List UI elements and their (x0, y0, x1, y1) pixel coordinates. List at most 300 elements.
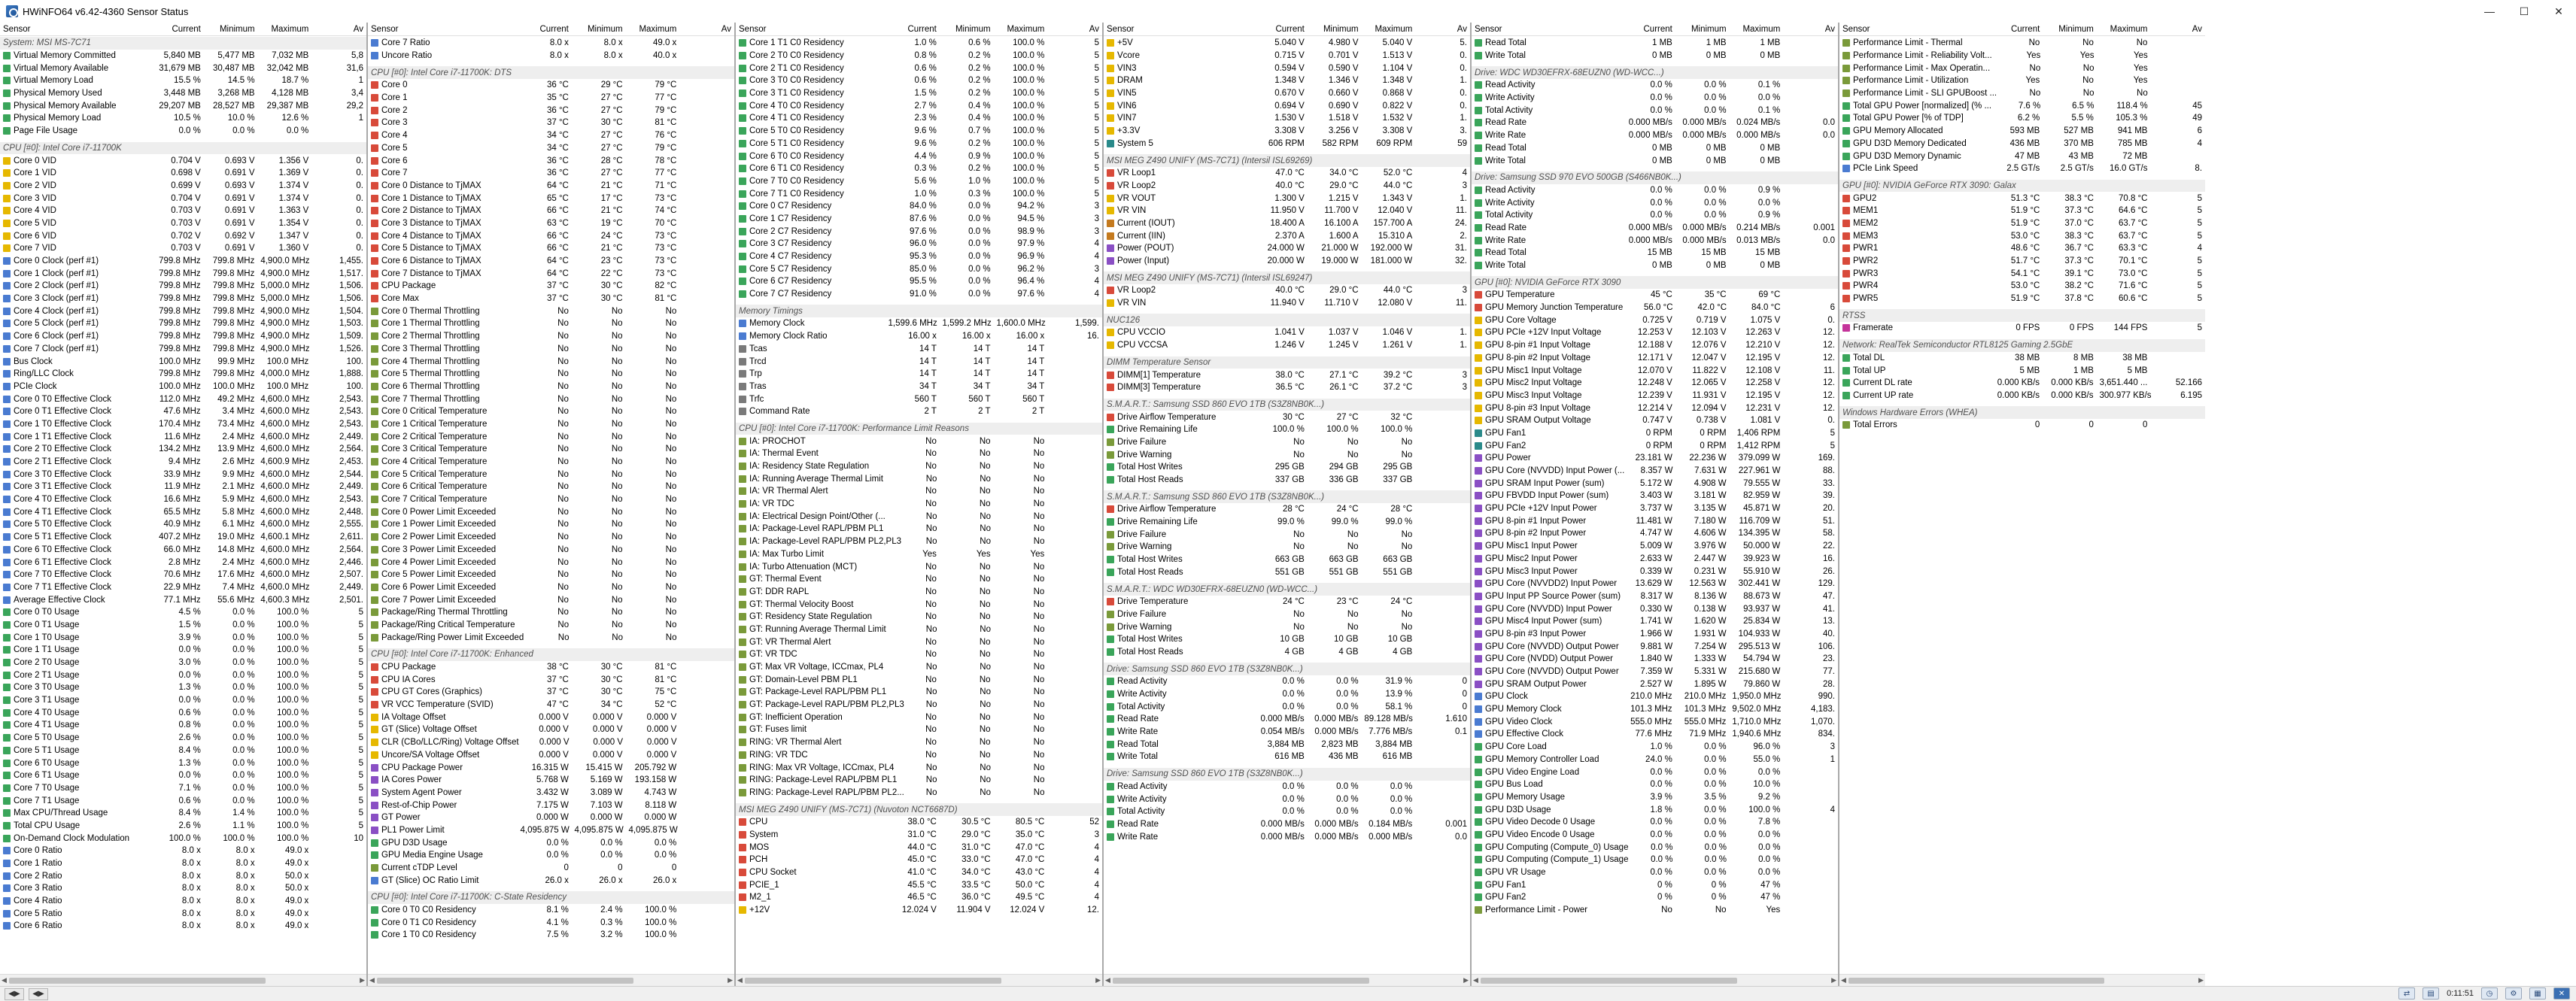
column-header-sensor[interactable]: Sensor (371, 24, 399, 34)
sensor-row[interactable] (1472, 302, 1838, 314)
sensor-row[interactable] (368, 862, 734, 875)
sensor-row[interactable] (1839, 37, 2205, 50)
sensor-row[interactable] (1839, 267, 2205, 280)
sensor-row[interactable] (1472, 196, 1838, 209)
sensor-row[interactable] (1472, 628, 1838, 641)
sensor-row[interactable] (1839, 192, 2205, 205)
sensor-group-header[interactable] (1104, 154, 1470, 167)
sensor-group-header[interactable] (368, 66, 734, 79)
sensor-row[interactable] (1104, 751, 1470, 763)
sensor-row[interactable] (1839, 74, 2205, 87)
sensor-row[interactable] (368, 874, 734, 887)
sensor-row[interactable] (1104, 818, 1470, 831)
sensor-row[interactable] (1472, 129, 1838, 142)
sensor-row[interactable] (1839, 112, 2205, 125)
sensor-row[interactable] (0, 192, 366, 205)
sensor-row[interactable] (1104, 339, 1470, 352)
sensor-row[interactable] (1839, 352, 2205, 365)
sensor-row[interactable] (0, 669, 366, 681)
sensor-row[interactable] (0, 782, 366, 795)
sensor-row[interactable] (368, 631, 734, 644)
sensor-row[interactable] (368, 787, 734, 799)
sensor-group-header[interactable] (1472, 171, 1838, 184)
sensor-row[interactable] (368, 192, 734, 205)
sensor-row[interactable] (0, 418, 366, 431)
sensor-row[interactable] (736, 200, 1102, 213)
scrollbar-thumb[interactable] (9, 978, 266, 984)
scroll-right-icon[interactable]: ▶ (2198, 976, 2204, 984)
sensor-row[interactable] (1472, 37, 1838, 50)
sensor-row[interactable] (736, 62, 1102, 74)
sensor-row[interactable] (0, 845, 366, 857)
sensor-row[interactable] (1839, 377, 2205, 390)
sensor-row[interactable] (1472, 490, 1838, 502)
sensor-row[interactable] (368, 229, 734, 242)
sensor-row[interactable] (0, 857, 366, 870)
sensor-row[interactable] (368, 117, 734, 129)
scrollbar-thumb[interactable] (1481, 978, 1737, 984)
sensor-row[interactable] (0, 593, 366, 606)
sensor-row[interactable] (1104, 726, 1470, 739)
sensor-row[interactable] (1104, 554, 1470, 566)
settings-icon[interactable]: ⚙ (2505, 987, 2522, 999)
sensor-group-header[interactable] (736, 305, 1102, 317)
sensor-row[interactable] (368, 92, 734, 105)
sensor-row[interactable] (736, 288, 1102, 301)
sensor-row[interactable] (0, 430, 366, 443)
sensor-row[interactable] (736, 548, 1102, 561)
sensor-row[interactable] (736, 761, 1102, 774)
sensor-row[interactable] (736, 598, 1102, 611)
sensor-row[interactable] (1472, 816, 1838, 829)
sensor-row[interactable] (1472, 326, 1838, 339)
sensor-row[interactable] (1472, 79, 1838, 92)
sensor-row[interactable] (1472, 703, 1838, 716)
sensor-row[interactable] (1104, 528, 1470, 541)
scrollbar-thumb[interactable] (1113, 978, 1369, 984)
sensor-group-header[interactable] (1472, 276, 1838, 289)
sensor-group-header[interactable] (1839, 339, 2205, 352)
sensor-row[interactable] (368, 518, 734, 531)
sensor-row[interactable] (736, 635, 1102, 648)
sensor-group-header[interactable] (736, 803, 1102, 816)
sensor-row[interactable] (368, 581, 734, 594)
sensor-row[interactable] (0, 87, 366, 100)
sensor-row[interactable] (0, 456, 366, 469)
sensor-row[interactable] (1104, 633, 1470, 646)
column-header-average[interactable]: Av (721, 24, 731, 34)
sensor-row[interactable] (1472, 741, 1838, 754)
sensor-row[interactable] (736, 330, 1102, 343)
sensor-row[interactable] (0, 125, 366, 138)
sensor-row[interactable] (368, 661, 734, 674)
sensor-row[interactable] (1104, 192, 1470, 205)
sensor-row[interactable] (1104, 646, 1470, 659)
sensor-row[interactable] (368, 79, 734, 92)
sensor-row[interactable] (0, 694, 366, 707)
sensor-row[interactable] (1104, 596, 1470, 608)
column-header-average[interactable]: Av (353, 24, 363, 34)
sensor-row[interactable] (736, 829, 1102, 842)
sensor-row[interactable] (1472, 640, 1838, 653)
sensor-row[interactable] (0, 518, 366, 531)
sensor-row[interactable] (736, 175, 1102, 188)
sensor-row[interactable] (1839, 293, 2205, 305)
sensor-row[interactable] (0, 405, 366, 418)
sensor-row[interactable] (368, 154, 734, 167)
sensor-row[interactable] (368, 481, 734, 493)
sensor-row[interactable] (1104, 503, 1470, 516)
column-header-average[interactable]: Av (1089, 24, 1099, 34)
sensor-row[interactable] (368, 267, 734, 280)
column-header-sensor[interactable]: Sensor (3, 24, 31, 34)
column-header-current[interactable]: Current (1275, 24, 1305, 34)
sensor-row[interactable] (736, 225, 1102, 238)
sensor-row[interactable] (1472, 209, 1838, 222)
sensor-group-header[interactable] (1104, 356, 1470, 369)
column-header-maximum[interactable]: Maximum (1742, 24, 1781, 34)
column-header-sensor[interactable]: Sensor (1475, 24, 1502, 34)
sensor-row[interactable] (368, 37, 734, 50)
sensor-row[interactable] (1104, 436, 1470, 449)
sensor-row[interactable] (1104, 255, 1470, 268)
column-header-current[interactable]: Current (1643, 24, 1672, 34)
sensor-row[interactable] (736, 673, 1102, 686)
sensor-row[interactable] (368, 836, 734, 849)
sensor-row[interactable] (1472, 841, 1838, 854)
sensor-row[interactable] (736, 623, 1102, 636)
sensor-row[interactable] (1472, 690, 1838, 703)
sensor-row[interactable] (0, 544, 366, 557)
scroll-left-icon[interactable]: ◀ (369, 976, 375, 984)
sensor-row[interactable] (1472, 390, 1838, 402)
sensor-row[interactable] (368, 711, 734, 723)
sensor-row[interactable] (368, 904, 734, 917)
sensor-row[interactable] (1472, 104, 1838, 117)
sensor-row[interactable] (1839, 229, 2205, 242)
sensor-group-header[interactable] (1104, 663, 1470, 675)
sensor-row[interactable] (0, 343, 366, 356)
sensor-row[interactable] (368, 217, 734, 230)
sensor-row[interactable] (736, 878, 1102, 891)
sensor-row[interactable] (1472, 602, 1838, 615)
network-icon[interactable]: ⇄ (2398, 987, 2415, 999)
sensor-row[interactable] (1839, 322, 2205, 335)
sensor-row[interactable] (0, 869, 366, 882)
scrollbar-thumb[interactable] (745, 978, 1001, 984)
sensor-row[interactable] (1472, 184, 1838, 197)
sensor-row[interactable] (0, 732, 366, 745)
sensor-row[interactable] (368, 699, 734, 711)
sensor-row[interactable] (1839, 205, 2205, 217)
sensor-row[interactable] (1472, 477, 1838, 490)
sensor-row[interactable] (1104, 180, 1470, 193)
sensor-row[interactable] (1472, 678, 1838, 690)
scroll-right-icon[interactable]: ▶ (360, 976, 365, 984)
sensor-row[interactable] (1472, 234, 1838, 247)
sensor-row[interactable] (0, 368, 366, 381)
sensor-row[interactable] (368, 569, 734, 581)
sensor-group-header[interactable] (1104, 399, 1470, 411)
scroll-left-icon[interactable]: ◀ (1473, 976, 1478, 984)
sensor-row[interactable] (0, 330, 366, 343)
sensor-row[interactable] (0, 882, 366, 895)
sensor-row[interactable] (1839, 255, 2205, 268)
sensor-row[interactable] (368, 556, 734, 569)
sensor-row[interactable] (736, 611, 1102, 623)
sensor-row[interactable] (0, 154, 366, 167)
sensor-row[interactable] (368, 811, 734, 824)
sensor-row[interactable] (736, 50, 1102, 62)
sensor-row[interactable] (368, 749, 734, 762)
sensor-row[interactable] (1839, 50, 2205, 62)
sensor-row[interactable] (1104, 229, 1470, 242)
sensor-row[interactable] (1472, 117, 1838, 129)
sensor-row[interactable] (0, 255, 366, 268)
sensor-row[interactable] (736, 711, 1102, 723)
sensor-row[interactable] (0, 205, 366, 217)
sensor-row[interactable] (368, 104, 734, 117)
scroll-right-icon[interactable]: ▶ (728, 976, 733, 984)
sensor-row[interactable] (368, 606, 734, 619)
sensor-row[interactable] (1104, 461, 1470, 474)
sensor-row[interactable] (736, 138, 1102, 150)
sensor-row[interactable] (1104, 675, 1470, 688)
sensor-row[interactable] (736, 435, 1102, 447)
sensor-row[interactable] (0, 769, 366, 782)
sensor-row[interactable] (1839, 99, 2205, 112)
sensor-row[interactable] (1472, 653, 1838, 666)
sensor-group-header[interactable] (368, 648, 734, 661)
sensor-row[interactable] (736, 699, 1102, 711)
sensor-row[interactable] (1472, 715, 1838, 728)
scroll-right-icon[interactable]: ▶ (1463, 976, 1469, 984)
sensor-row[interactable] (0, 317, 366, 330)
sensor-row[interactable] (0, 242, 366, 255)
sensor-row[interactable] (1839, 162, 2205, 175)
sensor-row[interactable] (1104, 125, 1470, 138)
column-header-average[interactable]: Av (2192, 24, 2203, 34)
sensor-row[interactable] (736, 891, 1102, 904)
sensor-row[interactable] (736, 535, 1102, 548)
sensor-row[interactable] (1472, 778, 1838, 791)
sensor-row[interactable] (736, 460, 1102, 473)
sensor-group-header[interactable] (0, 142, 366, 155)
sensor-row[interactable] (0, 757, 366, 769)
sensor-row[interactable] (1472, 364, 1838, 377)
scroll-left-icon[interactable]: ◀ (2, 976, 7, 984)
sensor-row[interactable] (1472, 247, 1838, 259)
sensor-row[interactable] (0, 468, 366, 481)
sensor-row[interactable] (0, 493, 366, 506)
sensor-row[interactable] (1104, 793, 1470, 805)
sensor-row[interactable] (1472, 339, 1838, 352)
sensor-row[interactable] (1104, 713, 1470, 726)
sensor-row[interactable] (0, 920, 366, 933)
sensor-row[interactable] (1104, 62, 1470, 74)
sensor-row[interactable] (736, 586, 1102, 599)
close-button[interactable]: ✕ (2554, 5, 2563, 17)
sensor-row[interactable] (368, 774, 734, 787)
sensor-row[interactable] (736, 238, 1102, 250)
sensor-row[interactable] (736, 275, 1102, 288)
sensor-row[interactable] (368, 430, 734, 443)
sensor-row[interactable] (0, 820, 366, 833)
sensor-row[interactable] (1104, 205, 1470, 217)
sensor-row[interactable] (0, 112, 366, 125)
sensor-row[interactable] (1104, 99, 1470, 112)
sensor-row[interactable] (1472, 540, 1838, 553)
horizontal-scrollbar[interactable] (368, 974, 734, 986)
column-header-maximum[interactable]: Maximum (1007, 24, 1045, 34)
sensor-group-header[interactable] (1839, 309, 2205, 322)
sensor-row[interactable] (1839, 364, 2205, 377)
sensor-row[interactable] (1472, 866, 1838, 879)
scroll-left-icon[interactable]: ◀ (1105, 976, 1110, 984)
sensor-row[interactable] (0, 631, 366, 644)
sensor-row[interactable] (736, 87, 1102, 100)
sensor-row[interactable] (736, 648, 1102, 661)
scroll-left-icon[interactable]: ◀ (737, 976, 743, 984)
sensor-row[interactable] (1104, 608, 1470, 621)
scrollbar-thumb[interactable] (1848, 978, 2104, 984)
sensor-row[interactable] (1104, 167, 1470, 180)
sensor-row[interactable] (368, 167, 734, 180)
sensor-row[interactable] (0, 443, 366, 456)
scroll-left-icon[interactable]: ◀ (1841, 976, 1846, 984)
sensor-row[interactable] (736, 355, 1102, 368)
sensor-row[interactable] (1472, 854, 1838, 866)
column-header-maximum[interactable]: Maximum (639, 24, 677, 34)
sensor-row[interactable] (368, 242, 734, 255)
sensor-row[interactable] (1472, 803, 1838, 816)
sensor-row[interactable] (0, 74, 366, 87)
sensor-row[interactable] (1104, 297, 1470, 310)
sensor-row[interactable] (0, 907, 366, 920)
sensor-row[interactable] (1472, 452, 1838, 465)
sensor-row[interactable] (736, 774, 1102, 787)
sensor-row[interactable] (1104, 74, 1470, 87)
sensor-row[interactable] (0, 644, 366, 657)
sensor-group-header[interactable] (1104, 314, 1470, 326)
horizontal-scrollbar[interactable] (0, 974, 366, 986)
sensor-row[interactable] (368, 381, 734, 393)
sensor-row[interactable] (1104, 423, 1470, 436)
sensor-row[interactable] (1839, 419, 2205, 432)
sensor-row[interactable] (1104, 284, 1470, 297)
sensor-row[interactable] (736, 510, 1102, 523)
sensor-group-header[interactable] (0, 37, 366, 50)
sensor-row[interactable] (0, 619, 366, 632)
sensor-row[interactable] (1839, 280, 2205, 293)
sensor-row[interactable] (1472, 502, 1838, 515)
sensor-row[interactable] (0, 180, 366, 193)
column-header-average[interactable]: Av (1457, 24, 1467, 34)
sensor-row[interactable] (0, 681, 366, 694)
scroll-right-icon[interactable]: ▶ (1831, 976, 1836, 984)
sensor-row[interactable] (736, 393, 1102, 405)
sensor-row[interactable] (0, 505, 366, 518)
sensor-row[interactable] (736, 485, 1102, 498)
sensor-row[interactable] (1104, 805, 1470, 818)
sensor-row[interactable] (1472, 439, 1838, 452)
sensor-group-header[interactable] (1839, 180, 2205, 193)
sensor-row[interactable] (368, 405, 734, 418)
sensor-row[interactable] (0, 531, 366, 544)
sensor-row[interactable] (736, 125, 1102, 138)
sensor-row[interactable] (1104, 326, 1470, 339)
sensor-row[interactable] (736, 187, 1102, 200)
sensor-row[interactable] (368, 255, 734, 268)
sensor-group-header[interactable] (1104, 583, 1470, 596)
sensor-row[interactable] (0, 280, 366, 293)
sensor-row[interactable] (736, 854, 1102, 866)
sensor-row[interactable] (1472, 878, 1838, 891)
sensor-row[interactable] (1472, 50, 1838, 62)
sensor-row[interactable] (736, 112, 1102, 125)
sensor-group-header[interactable] (1104, 271, 1470, 284)
sensor-row[interactable] (1472, 565, 1838, 578)
sensor-row[interactable] (0, 393, 366, 405)
sensor-row[interactable] (1472, 427, 1838, 440)
sensor-row[interactable] (368, 355, 734, 368)
sensor-row[interactable] (736, 447, 1102, 460)
sensor-row[interactable] (736, 472, 1102, 485)
sensor-row[interactable] (1472, 259, 1838, 272)
sensor-row[interactable] (368, 393, 734, 405)
sensor-row[interactable] (0, 217, 366, 230)
logging-icon[interactable]: ▦ (2529, 987, 2546, 999)
column-header-sensor[interactable]: Sensor (1107, 24, 1135, 34)
sensor-row[interactable] (368, 456, 734, 469)
column-header-minimum[interactable]: Minimum (2058, 24, 2094, 34)
sensor-row[interactable] (0, 832, 366, 845)
sensor-row[interactable] (736, 37, 1102, 50)
sensor-group-header[interactable] (1104, 768, 1470, 781)
sensor-row[interactable] (368, 593, 734, 606)
sensor-row[interactable] (368, 723, 734, 736)
sensor-row[interactable] (368, 544, 734, 557)
sensor-row[interactable] (368, 468, 734, 481)
clock-icon[interactable]: ◷ (2481, 987, 2498, 999)
column-header-sensor[interactable]: Sensor (739, 24, 767, 34)
sensor-row[interactable] (1472, 590, 1838, 603)
sensor-row[interactable] (1104, 830, 1470, 843)
sensor-row[interactable] (736, 150, 1102, 162)
sensor-row[interactable] (1472, 142, 1838, 155)
sensor-row[interactable] (1839, 150, 2205, 162)
sensor-row[interactable] (1472, 314, 1838, 326)
sensor-row[interactable] (0, 99, 366, 112)
sensor-row[interactable] (1104, 87, 1470, 100)
sensor-group-header[interactable] (1839, 406, 2205, 419)
column-header-minimum[interactable]: Minimum (1690, 24, 1727, 34)
nav-forward-icon[interactable]: ◀▶ (29, 988, 48, 1000)
sensor-row[interactable] (1472, 465, 1838, 478)
sensor-row[interactable] (0, 895, 366, 908)
sensor-row[interactable] (736, 523, 1102, 535)
sensor-row[interactable] (1104, 738, 1470, 751)
sensor-row[interactable] (1104, 688, 1470, 701)
sensor-row[interactable] (736, 866, 1102, 879)
column-header-maximum[interactable]: Maximum (2110, 24, 2148, 34)
sensor-row[interactable] (1472, 553, 1838, 566)
sensor-row[interactable] (736, 787, 1102, 799)
column-header-average[interactable]: Av (1824, 24, 1835, 34)
sensor-row[interactable] (736, 736, 1102, 749)
sensor-row[interactable] (368, 205, 734, 217)
column-header-current[interactable]: Current (2010, 24, 2040, 34)
